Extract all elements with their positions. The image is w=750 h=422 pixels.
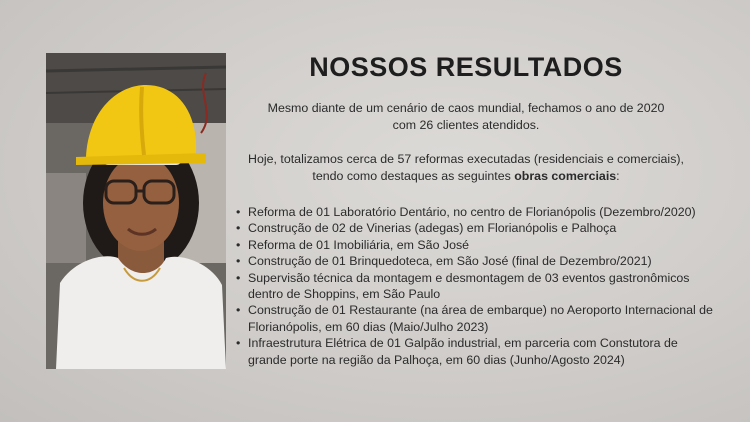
list-item: • Construção de 01 Brinquedoteca, em São José (final de Dezembro/2021) (236, 253, 716, 269)
intro-line: Hoje, totalizamos cerca de 57 reformas executadas (residenciais e comerciais), (248, 152, 684, 166)
page-title: NOSSOS RESULTADOS (309, 52, 623, 82)
list-item: • Reforma de 01 Imobiliária, em São José (236, 237, 716, 253)
list-item: • Reforma de 01 Laboratório Dentário, no centro de Florianópolis (Dezembro/2020) (236, 204, 716, 220)
results-list (236, 204, 716, 368)
intro-suffix: : (616, 169, 620, 183)
portrait-photo (46, 53, 226, 369)
list-item: • Infraestrutura Elétrica de 01 Galpão industrial, em parceria com Constutora de grande porte na região da Palhoça, em 60 dias (Junho/Agosto 2024) (236, 335, 716, 368)
intro-line: Mesmo diante de um cenário de caos mundial, fechamos o ano de 2020 (267, 101, 665, 115)
list-item: • Construção de 02 de Vinerias (adegas) em Florianópolis e Palhoça (236, 220, 716, 236)
intro-highlight: obras comerciais (514, 169, 617, 183)
intro-text (236, 100, 696, 185)
intro-prefix: tendo como destaques as seguintes (312, 169, 515, 183)
list-item: • Supervisão técnica da montagem e desmontagem de 03 eventos gastronômicos dentro de Shoppins, em São Paulo (236, 270, 716, 303)
list-item: • Construção de 01 Restaurante (na área de embarque) no Aeroporto Internacional de Florianópolis, em 60 dias (Maio/Julho 2023) (236, 302, 716, 335)
intro-line (236, 168, 696, 185)
intro-line: com 26 clientes atendidos. (392, 118, 540, 132)
